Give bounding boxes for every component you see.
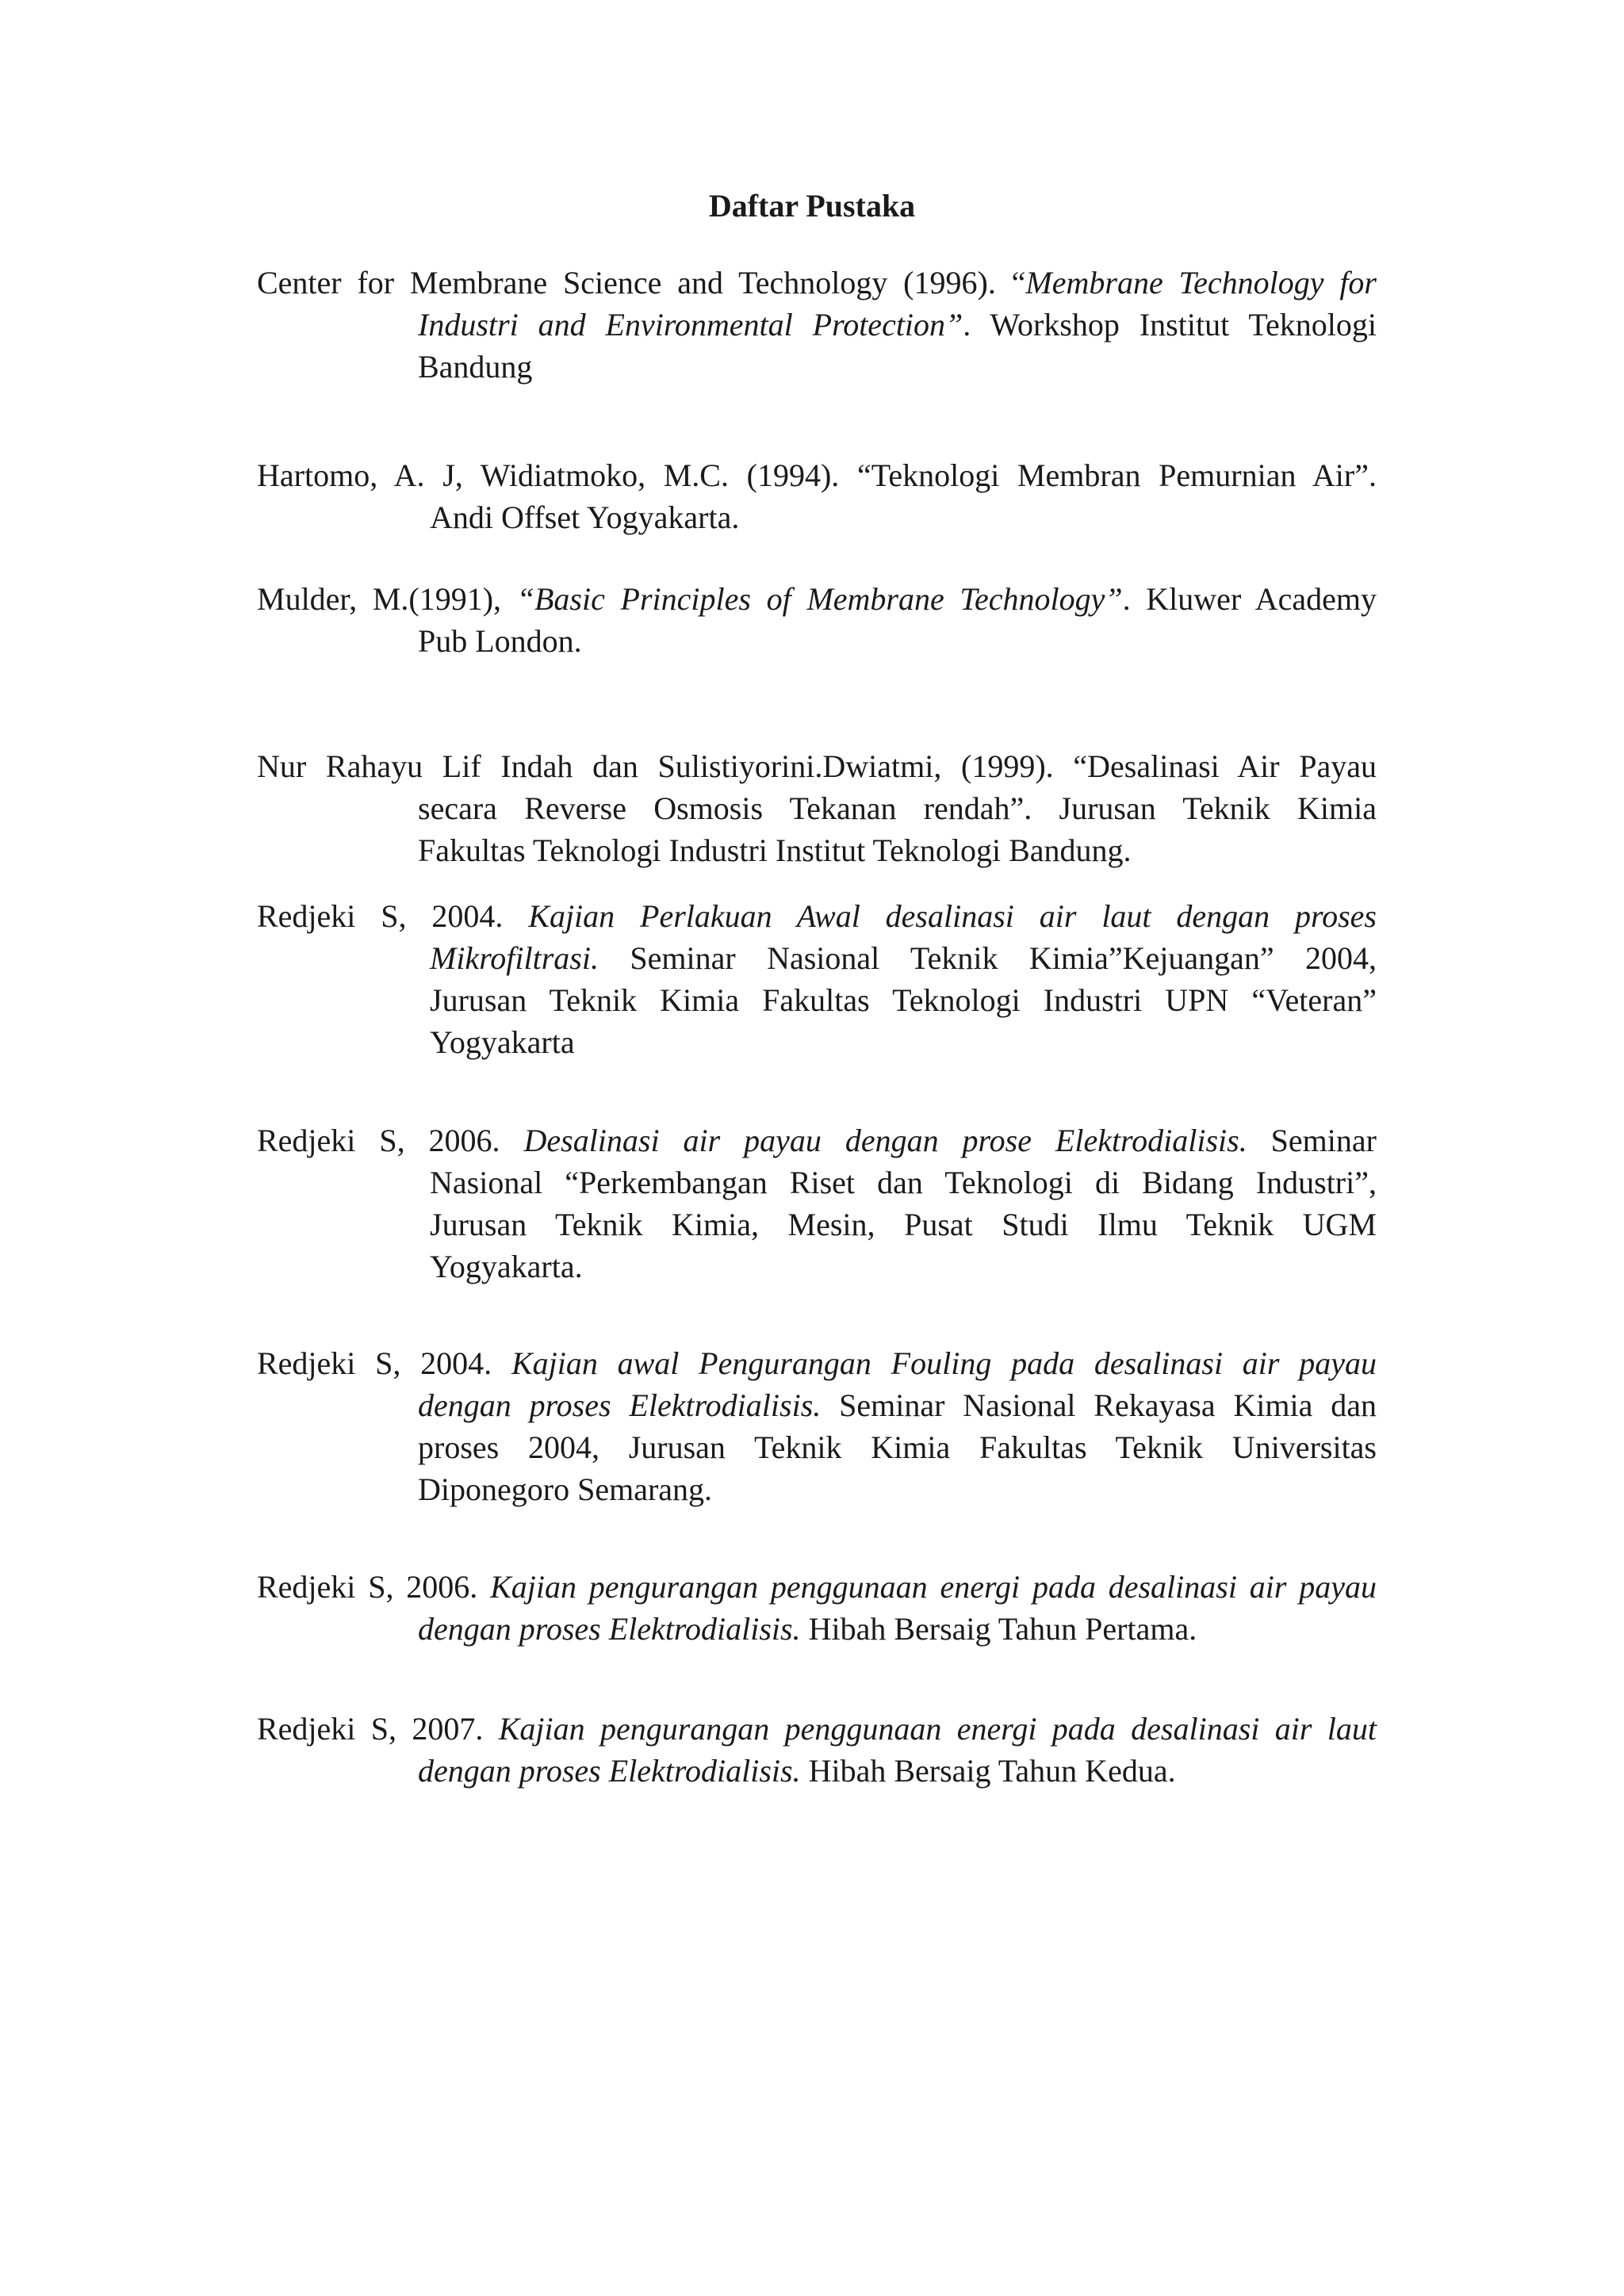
reference-text: Redjeki S, 2007. bbox=[257, 1711, 499, 1747]
reference-title-text: Kajian Perlakuan Awal desalinasi air laut dengan proses bbox=[528, 898, 1377, 934]
reference-text: Redjeki S, 2006. bbox=[257, 1123, 524, 1158]
reference-text: Andi Offset Yogyakarta. bbox=[430, 499, 740, 535]
reference-text: secara Reverse Osmosis Tekanan rendah”. Jurusan Teknik Kimia bbox=[418, 790, 1377, 826]
reference-continuation-line bbox=[257, 304, 1377, 346]
reference-entry bbox=[257, 1708, 1377, 1792]
reference-text: Redjeki S, 2006. bbox=[257, 1569, 491, 1605]
reference-title-text: dengan proses Elektrodialisis. bbox=[418, 1387, 822, 1423]
reference-text: Hibah Bersaig Tahun Kedua. bbox=[800, 1753, 1176, 1789]
reference-continuation-line bbox=[257, 1750, 1377, 1792]
reference-continuation-line bbox=[257, 346, 1377, 388]
reference-text: . Kluwer Academy bbox=[1122, 581, 1377, 617]
reference-text: Hartomo, A. J, Widiatmoko, M.C. (1994). “Teknologi Membran Pemurnian Air”. bbox=[257, 457, 1377, 493]
reference-continuation-line bbox=[257, 937, 1377, 979]
reference-first-line bbox=[257, 454, 1377, 496]
reference-first-line bbox=[257, 1566, 1377, 1608]
reference-text: Seminar bbox=[1247, 1123, 1377, 1158]
reference-first-line bbox=[257, 262, 1377, 304]
reference-title-text: Kajian pengurangan penggunaan energi pada desalinasi air laut bbox=[498, 1711, 1377, 1747]
reference-text: Jurusan Teknik Kimia Fakultas Teknologi Industri UPN “Veteran” bbox=[430, 982, 1377, 1018]
reference-title-text: “Basic Principles of Membrane Technology” bbox=[516, 581, 1123, 617]
reference-first-line bbox=[257, 1119, 1377, 1161]
reference-continuation-line bbox=[257, 1468, 1377, 1510]
reference-text: Seminar Nasional Rekayasa Kimia dan bbox=[821, 1387, 1377, 1423]
reference-text: Bandung bbox=[418, 349, 533, 385]
reference-text: Hibah Bersaig Tahun Pertama. bbox=[800, 1611, 1197, 1647]
reference-text: Mulder, M.(1991), bbox=[257, 581, 517, 617]
reference-entry bbox=[257, 578, 1377, 662]
reference-continuation-line bbox=[257, 829, 1377, 871]
reference-entry bbox=[257, 262, 1377, 388]
reference-continuation-line bbox=[257, 1203, 1377, 1246]
reference-text: Redjeki S, 2004. bbox=[257, 1345, 511, 1381]
reference-text: Redjeki S, 2004. bbox=[257, 898, 529, 934]
reference-continuation-line bbox=[257, 787, 1377, 829]
reference-continuation-line bbox=[257, 620, 1377, 662]
reference-title-text: Industri and Environmental Protection” bbox=[418, 307, 963, 342]
reference-continuation-line bbox=[257, 1608, 1377, 1650]
page-title: Daftar Pustaka bbox=[708, 188, 916, 224]
reference-entry bbox=[257, 454, 1377, 538]
reference-first-line bbox=[257, 578, 1377, 620]
reference-title-text: dengan proses Elektrodialisis. bbox=[418, 1753, 801, 1789]
reference-text: Fakultas Teknologi Industri Institut Teknologi Bandung. bbox=[418, 832, 1132, 868]
reference-continuation-line bbox=[257, 496, 1377, 538]
reference-first-line bbox=[257, 745, 1377, 787]
reference-entry bbox=[257, 895, 1377, 1063]
reference-entry bbox=[257, 745, 1377, 871]
reference-title-text: Kajian pengurangan penggunaan energi pada desalinasi air payau bbox=[490, 1569, 1377, 1605]
reference-text: Center for Membrane Science and Technology (1996). “ bbox=[257, 265, 1026, 300]
reference-continuation-line bbox=[257, 979, 1377, 1021]
reference-entry bbox=[257, 1342, 1377, 1510]
reference-text: Pub London. bbox=[418, 623, 582, 659]
reference-title-text: dengan proses Elektrodialisis. bbox=[418, 1611, 801, 1647]
reference-entry bbox=[257, 1119, 1377, 1288]
reference-first-line bbox=[257, 1708, 1377, 1750]
reference-title-text: Kajian awal Pengurangan Fouling pada desalinasi air payau bbox=[511, 1345, 1377, 1381]
reference-continuation-line bbox=[257, 1161, 1377, 1203]
reference-title-text: Membrane Technology for bbox=[1025, 265, 1377, 300]
reference-continuation-line bbox=[257, 1426, 1377, 1468]
reference-continuation-line bbox=[257, 1021, 1377, 1063]
reference-text: Yogyakarta. bbox=[430, 1249, 583, 1284]
reference-text: Yogyakarta bbox=[430, 1024, 575, 1060]
reference-text: Nasional “Perkembangan Riset dan Teknologi di Bidang Industri”, bbox=[430, 1165, 1377, 1200]
reference-text: Jurusan Teknik Kimia, Mesin, Pusat Studi Ilmu Teknik UGM bbox=[430, 1207, 1377, 1242]
reference-first-line bbox=[257, 895, 1377, 937]
reference-text: proses 2004, Jurusan Teknik Kimia Fakultas Teknik Universitas bbox=[418, 1429, 1377, 1465]
reference-text: Seminar Nasional Teknik Kimia”Kejuangan” 2004, bbox=[598, 940, 1377, 976]
reference-continuation-line bbox=[257, 1246, 1377, 1288]
reference-title-text: Desalinasi air payau dengan prose Elektrodialisis. bbox=[523, 1123, 1247, 1158]
reference-text: . Workshop Institut Teknologi bbox=[963, 307, 1377, 342]
reference-first-line bbox=[257, 1342, 1377, 1384]
reference-text: Diponegoro Semarang. bbox=[418, 1471, 713, 1507]
reference-text: Nur Rahayu Lif Indah dan Sulistiyorini.Dwiatmi, (1999). “Desalinasi Air Payau bbox=[257, 748, 1377, 784]
reference-continuation-line bbox=[257, 1384, 1377, 1426]
reference-title-text: Mikrofiltrasi. bbox=[430, 940, 599, 976]
reference-entry bbox=[257, 1566, 1377, 1650]
